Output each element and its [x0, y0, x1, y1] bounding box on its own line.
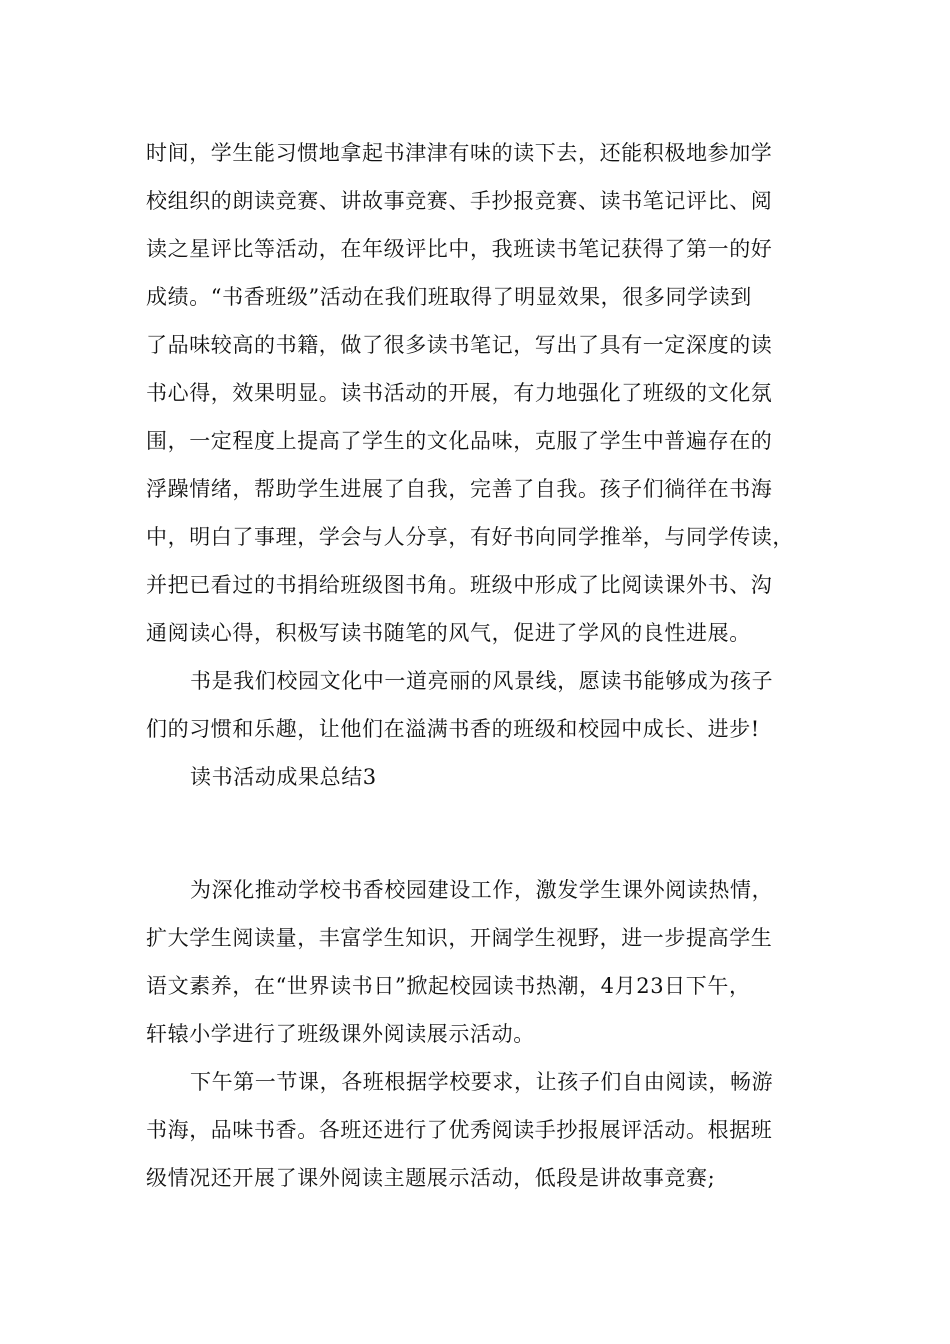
paragraph-line: 下午第一节课，各班根据学校要求，让孩子们自由阅读，畅游	[190, 1070, 774, 1094]
paragraph-line: 时间，学生能习惯地拿起书津津有味的读下去，还能积极地参加学	[146, 141, 773, 165]
paragraph-line: 语文素养，在“世界读书日”掀起校园读书热潮，4月23日下午，	[146, 974, 751, 998]
paragraph-line: 为深化推动学校书香校园建设工作，激发学生课外阅读热情，	[190, 878, 774, 902]
paragraph-line: 轩辕小学进行了班级课外阅读展示活动。	[146, 1022, 535, 1046]
paragraph-line: 扩大学生阅读量，丰富学生知识，开阔学生视野，进一步提高学生	[146, 926, 773, 950]
paragraph-line: 成绩。“书香班级”活动在我们班取得了明显效果，很多同学读到	[146, 285, 752, 309]
paragraph-line: 书是我们校园文化中一道亮丽的风景线，愿读书能够成为孩子	[190, 669, 774, 693]
paragraph-line: 们的习惯和乐趣，让他们在溢满书香的班级和校园中成长、进步!	[146, 717, 760, 741]
paragraph-line: 书海，品味书香。各班还进行了优秀阅读手抄报展评活动。根据班	[146, 1118, 773, 1142]
section-heading: 读书活动成果总结3	[190, 765, 377, 789]
paragraph-line: 级情况还开展了课外阅读主题展示活动，低段是讲故事竞赛;	[146, 1166, 716, 1190]
paragraph-line: 并把已看过的书捐给班级图书角。班级中形成了比阅读课外书、沟	[146, 573, 773, 597]
paragraph-line: 校组织的朗读竞赛、讲故事竞赛、手抄报竞赛、读书笔记评比、阅	[146, 189, 773, 213]
paragraph-line: 浮躁情绪，帮助学生进展了自我，完善了自我。孩子们徜徉在书海	[146, 477, 773, 501]
paragraph-line: 围，一定程度上提高了学生的文化品味，克服了学生中普遍存在的	[146, 429, 773, 453]
paragraph-line: 通阅读心得，积极写读书随笔的风气，促进了学风的良性进展。	[146, 621, 751, 645]
paragraph-line: 中，明白了事理，学会与人分享，有好书向同学推举，与同学传读，	[146, 525, 794, 549]
paragraph-line: 读之星评比等活动，在年级评比中，我班读书笔记获得了第一的好	[146, 237, 773, 261]
paragraph-line: 了品味较高的书籍，做了很多读书笔记，写出了具有一定深度的读	[146, 333, 773, 357]
paragraph-line: 书心得，效果明显。读书活动的开展，有力地强化了班级的文化氛	[146, 381, 773, 405]
